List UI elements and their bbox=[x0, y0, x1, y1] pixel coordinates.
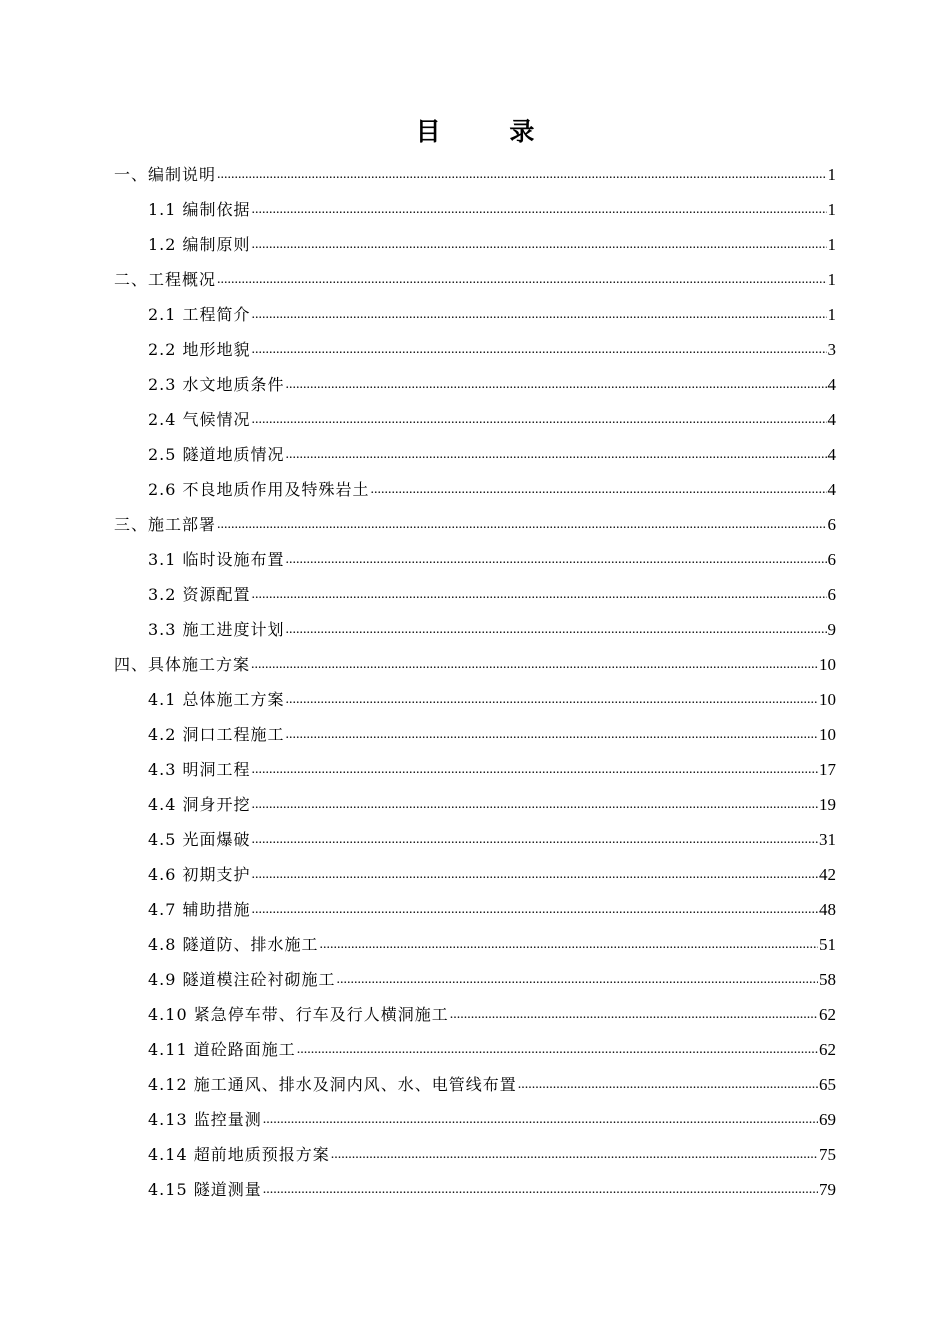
toc-entry[interactable] bbox=[0, 857, 950, 892]
dot-leader bbox=[320, 935, 818, 955]
toc-entry[interactable] bbox=[0, 1067, 950, 1102]
table-of-contents bbox=[0, 157, 950, 1207]
toc-entry-title: 4.11 道砼路面施工 bbox=[148, 1040, 296, 1059]
toc-entry-title: 4.1 总体施工方案 bbox=[148, 690, 285, 709]
toc-entry[interactable] bbox=[0, 262, 950, 297]
toc-entry-title: 4.3 明洞工程 bbox=[148, 760, 251, 779]
toc-entry[interactable] bbox=[0, 367, 950, 402]
toc-entry-page-number: 10 bbox=[819, 655, 836, 674]
toc-entry-page-number: 4 bbox=[827, 375, 836, 394]
toc-entry[interactable] bbox=[0, 1102, 950, 1137]
toc-entry-title: 三、施工部署 bbox=[114, 515, 217, 534]
toc-entry[interactable] bbox=[0, 437, 950, 472]
toc-entry-page-number: 1 bbox=[827, 165, 836, 184]
toc-entry-title: 二、工程概况 bbox=[114, 270, 217, 289]
dot-leader bbox=[371, 480, 827, 500]
dot-leader bbox=[252, 410, 827, 430]
dot-leader bbox=[217, 515, 826, 535]
toc-entry[interactable] bbox=[0, 647, 950, 682]
toc-entry-title: 四、具体施工方案 bbox=[114, 655, 251, 674]
toc-entry[interactable] bbox=[0, 332, 950, 367]
toc-entry-title: 3.3 施工进度计划 bbox=[148, 620, 285, 639]
toc-entry-title: 2.2 地形地貌 bbox=[148, 340, 251, 359]
dot-leader bbox=[337, 970, 818, 990]
toc-entry-page-number: 6 bbox=[827, 550, 836, 569]
toc-entry-page-number: 4 bbox=[827, 445, 836, 464]
toc-entry[interactable] bbox=[0, 157, 950, 192]
dot-leader bbox=[252, 795, 818, 815]
toc-entry[interactable] bbox=[0, 1032, 950, 1067]
toc-entry-page-number: 1 bbox=[827, 200, 836, 219]
dot-leader bbox=[252, 340, 827, 360]
toc-entry-page-number: 6 bbox=[827, 585, 836, 604]
dot-leader bbox=[251, 655, 818, 675]
dot-leader bbox=[252, 830, 818, 850]
toc-entry-page-number: 31 bbox=[819, 830, 836, 849]
toc-entry-page-number: 62 bbox=[819, 1005, 836, 1024]
toc-entry-page-number: 42 bbox=[819, 865, 836, 884]
toc-entry-page-number: 62 bbox=[819, 1040, 836, 1059]
toc-entry-title: 4.5 光面爆破 bbox=[148, 830, 251, 849]
toc-entry[interactable] bbox=[0, 962, 950, 997]
toc-entry-title: 4.14 超前地质预报方案 bbox=[148, 1145, 330, 1164]
toc-entry-page-number: 1 bbox=[827, 305, 836, 324]
toc-entry-page-number: 65 bbox=[819, 1075, 836, 1094]
toc-entry[interactable] bbox=[0, 682, 950, 717]
dot-leader bbox=[252, 900, 818, 920]
dot-leader bbox=[286, 550, 827, 570]
toc-entry-title: 4.9 隧道模注砼衬砌施工 bbox=[148, 970, 336, 989]
toc-entry-title: 2.1 工程简介 bbox=[148, 305, 251, 324]
toc-entry-title: 4.4 洞身开挖 bbox=[148, 795, 251, 814]
toc-entry-title: 4.8 隧道防、排水施工 bbox=[148, 935, 319, 954]
toc-entry[interactable] bbox=[0, 927, 950, 962]
toc-entry-page-number: 17 bbox=[819, 760, 836, 779]
toc-entry-page-number: 79 bbox=[819, 1180, 836, 1199]
toc-entry[interactable] bbox=[0, 892, 950, 927]
toc-entry[interactable] bbox=[0, 227, 950, 262]
toc-entry[interactable] bbox=[0, 297, 950, 332]
toc-entry-title: 3.2 资源配置 bbox=[148, 585, 251, 604]
toc-entry[interactable] bbox=[0, 612, 950, 647]
dot-leader bbox=[252, 305, 827, 325]
toc-entry-title: 4.10 紧急停车带、行车及行人横洞施工 bbox=[148, 1005, 449, 1024]
toc-entry[interactable] bbox=[0, 402, 950, 437]
dot-leader bbox=[263, 1110, 818, 1130]
toc-entry-page-number: 19 bbox=[819, 795, 836, 814]
toc-entry-page-number: 1 bbox=[827, 235, 836, 254]
dot-leader bbox=[252, 865, 818, 885]
toc-entry-page-number: 69 bbox=[819, 1110, 836, 1129]
toc-entry[interactable] bbox=[0, 1172, 950, 1207]
toc-entry[interactable] bbox=[0, 542, 950, 577]
dot-leader bbox=[217, 270, 826, 290]
toc-entry-page-number: 10 bbox=[819, 725, 836, 744]
dot-leader bbox=[518, 1075, 818, 1095]
toc-entry-page-number: 58 bbox=[819, 970, 836, 989]
toc-entry-page-number: 6 bbox=[827, 515, 836, 534]
toc-entry-title: 4.13 监控量测 bbox=[148, 1110, 262, 1129]
toc-entry-title: 1.2 编制原则 bbox=[148, 235, 251, 254]
toc-entry-title: 4.15 隧道测量 bbox=[148, 1180, 262, 1199]
toc-title: 目 录 bbox=[415, 117, 565, 146]
dot-leader bbox=[252, 200, 827, 220]
toc-entry-page-number: 4 bbox=[827, 410, 836, 429]
toc-entry-page-number: 51 bbox=[819, 935, 836, 954]
toc-entry[interactable] bbox=[0, 717, 950, 752]
toc-entry[interactable] bbox=[0, 997, 950, 1032]
dot-leader bbox=[450, 1005, 818, 1025]
dot-leader bbox=[286, 375, 827, 395]
toc-entry[interactable] bbox=[0, 472, 950, 507]
dot-leader bbox=[297, 1040, 818, 1060]
toc-entry-title: 2.3 水文地质条件 bbox=[148, 375, 285, 394]
dot-leader bbox=[263, 1180, 818, 1200]
dot-leader bbox=[331, 1145, 818, 1165]
toc-entry-title: 1.1 编制依据 bbox=[148, 200, 251, 219]
toc-entry-title: 2.5 隧道地质情况 bbox=[148, 445, 285, 464]
toc-entry-title: 4.7 辅助措施 bbox=[148, 900, 251, 919]
toc-entry-title: 2.6 不良地质作用及特殊岩土 bbox=[148, 480, 370, 499]
dot-leader bbox=[252, 235, 827, 255]
toc-entry[interactable] bbox=[0, 192, 950, 227]
dot-leader bbox=[286, 620, 827, 640]
toc-entry-title: 4.6 初期支护 bbox=[148, 865, 251, 884]
dot-leader bbox=[286, 690, 818, 710]
toc-entry-page-number: 4 bbox=[827, 480, 836, 499]
toc-entry-title: 4.2 洞口工程施工 bbox=[148, 725, 285, 744]
toc-entry-page-number: 1 bbox=[827, 270, 836, 289]
toc-entry-page-number: 75 bbox=[819, 1145, 836, 1164]
toc-entry-page-number: 9 bbox=[827, 620, 836, 639]
toc-entry[interactable] bbox=[0, 507, 950, 542]
toc-entry[interactable] bbox=[0, 787, 950, 822]
dot-leader bbox=[252, 760, 818, 780]
toc-entry-title: 一、编制说明 bbox=[114, 165, 217, 184]
toc-entry[interactable] bbox=[0, 1137, 950, 1172]
toc-entry-page-number: 10 bbox=[819, 690, 836, 709]
dot-leader bbox=[252, 585, 827, 605]
toc-entry[interactable] bbox=[0, 752, 950, 787]
toc-entry-title: 4.12 施工通风、排水及洞内风、水、电管线布置 bbox=[148, 1075, 517, 1094]
toc-entry[interactable] bbox=[0, 822, 950, 857]
toc-entry-page-number: 48 bbox=[819, 900, 836, 919]
toc-entry-title: 3.1 临时设施布置 bbox=[148, 550, 285, 569]
toc-entry[interactable] bbox=[0, 577, 950, 612]
dot-leader bbox=[286, 445, 827, 465]
dot-leader bbox=[286, 725, 818, 745]
dot-leader bbox=[217, 165, 826, 185]
toc-entry-page-number: 3 bbox=[827, 340, 836, 359]
toc-entry-title: 2.4 气候情况 bbox=[148, 410, 251, 429]
